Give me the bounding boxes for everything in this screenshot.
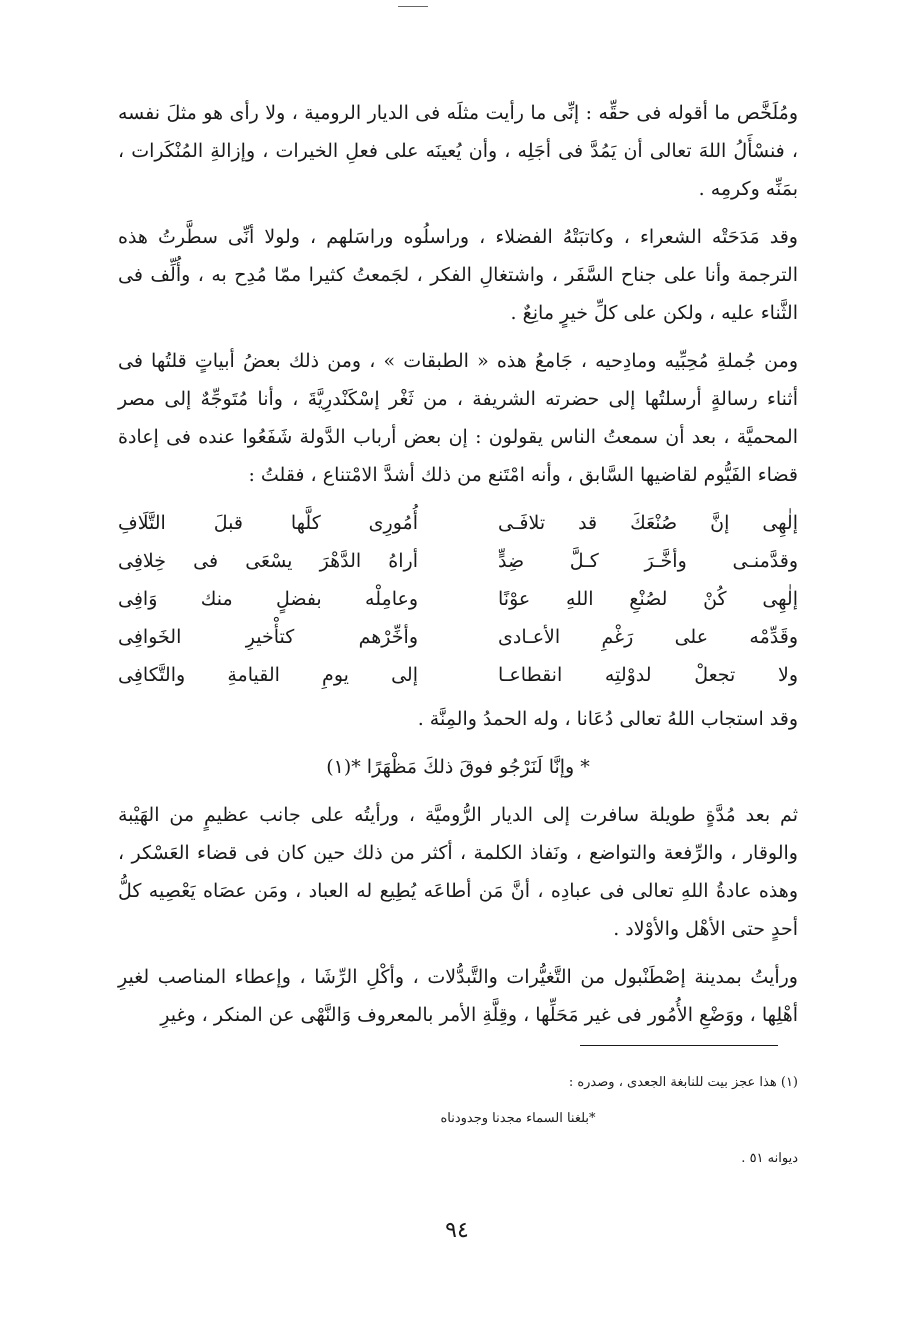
verse-first-hemistich: وقدَّمنـى وأخَّـرَ كـلَّ ضِدٍّ: [498, 550, 798, 572]
verse-second-hemistich: أراهُ الدَّهْرَ يسْعَى فى خِلافِى: [118, 550, 418, 572]
poem: [118, 504, 798, 694]
page-number: ٩٤: [445, 1218, 469, 1243]
poem-verse: [118, 618, 798, 656]
poem-verse: [118, 656, 798, 694]
paragraph-3: ومن جُملةِ مُحِبِّيه ومادِحيه ، جَامعُ هذه « الطبقات » ، ومن ذلك بعضُ أبياتٍ قلتُها فى أثناء رسالةٍ أرسلتُها إلى حضرته الشريفة ، من ثَغْر إسْكَنْدرِيَّةَ ، وأنا مُتَوجِّهٌ إلى مصر المحميَّة ، بعد أن سمعتُ الناس يقولون : إن بعض أرباب الدَّولة شَفَعُوا عنده فى إعادة قضاء الفَيُّوم لقاضيها السَّابق ، وأنه امْتَنع من ذلك أشدَّ الامْتناع ، فقلتُ :: [118, 350, 798, 486]
verse-second-hemistich: إلى يومِ القيامةِ والتَّكافِى: [118, 664, 418, 686]
paragraph-5: ثم بعد مُدَّةٍ طويلة سافرت إلى الديار الرُّوميَّة ، ورأيتُه على جانب عظيمٍ من الهَيْبة والوقار ، والرِّفعة والتواضع ، ونَفاذ الكلمة ، أكثر من ذلك حين كان فى قضاء العَسْكر ، وهذه عادةُ اللهِ تعالى فى عبادِه ، أنَّ مَن أطاعَه يُطِيع له العباد ، ومَن عصَاه يَعْصِيه كلُّ أحدٍ حتى الأهْل والأوْلاد .: [118, 804, 798, 940]
verse-first-hemistich: إلٰهِى كُنْ لصُنْعِ اللهِ عوْنًا: [498, 588, 798, 610]
footnote-source: ديوانه ٥١ .: [741, 1151, 798, 1166]
top-rule: [398, 6, 428, 7]
verse-first-hemistich: ولا تجعلْ لدوْلتِه انقطاعـا: [498, 664, 798, 686]
poem-verse: [118, 504, 798, 542]
footnote-1: (١) هذا عجز بيت للنابغة الجعدى ، وصدره :: [568, 1075, 798, 1090]
footnote-rule: [580, 1045, 778, 1046]
poem-verse: [118, 542, 798, 580]
paragraph-4: وقد استجاب اللهُ تعالى دُعَانا ، وله الحمدُ والمِنَّة .: [417, 708, 798, 730]
paragraph-2: وقد مَدَحَتْه الشعراء ، وكاتبَتْهُ الفضلاء ، وراسلُوه وراسَلهم ، ولولا أنِّى سطَّرتُ هذه الترجمة وأنا على جناح السَّفَر ، واشتغالِ الفكر ، لجَمعتُ كثيرا ممّا مُدِح به ، وأُلِّف فى الثَّناء عليه ، ولكن على كلِّ خيرٍ مانِعٌ .: [118, 226, 798, 324]
poem-verse: [118, 580, 798, 618]
paragraph-1: ومُلَخَّص ما أقوله فى حقِّه : إنِّى ما رأيت مثلَه فى الديار الرومية ، ولا رأى هو مثلَ نفسه ، فنسْأَلُ اللهَ تعالى أن يَمُدَّ فى أجَلِه ، وأن يُعينَه على فعلِ الخيرات ، وإزالةِ المُنْكَرات ، بمَنِّه وكرمِه .: [118, 102, 798, 200]
verse-first-hemistich: وقَدِّمْه على رَغْمِ الأعـادى: [498, 626, 798, 648]
paragraph-6: ورأيتُ بمدينة إصْطَنْبول من التَّغيُّرات والتَّبدُّلات ، وأكْلِ الرِّشَا ، وإعطاء المناصب لغيرِ أهْلِها ، ووَضْعِ الأُمُور فى غير مَحَلِّها ، وقِلَّةِ الأمر بالمعروف وَالنَّهْى عن المنكر ، وغيرِ: [118, 966, 798, 1026]
footnotes: [118, 1070, 798, 1182]
footnote-verse: *بلغنا السماء مجدنا وجدودناه: [440, 1111, 596, 1126]
page-body: [118, 94, 798, 1044]
verse-second-hemistich: وعامِلْه بفضلٍ منك وَافِى: [118, 588, 418, 610]
quoted-verse: * وإنَّا لَنَرْجُو فوقَ ذلكَ مَظْهَرًا *(١): [326, 756, 590, 778]
verse-second-hemistich: وأخِّرْهم كتأْخيرِ الخَوافِى: [118, 626, 418, 648]
verse-second-hemistich: أُمُورِى كلَّها قبلَ التَّلَافِ: [118, 512, 418, 534]
verse-first-hemistich: إلٰهِى إنَّ صُنْعَكَ قد تلافَـى: [498, 512, 798, 534]
